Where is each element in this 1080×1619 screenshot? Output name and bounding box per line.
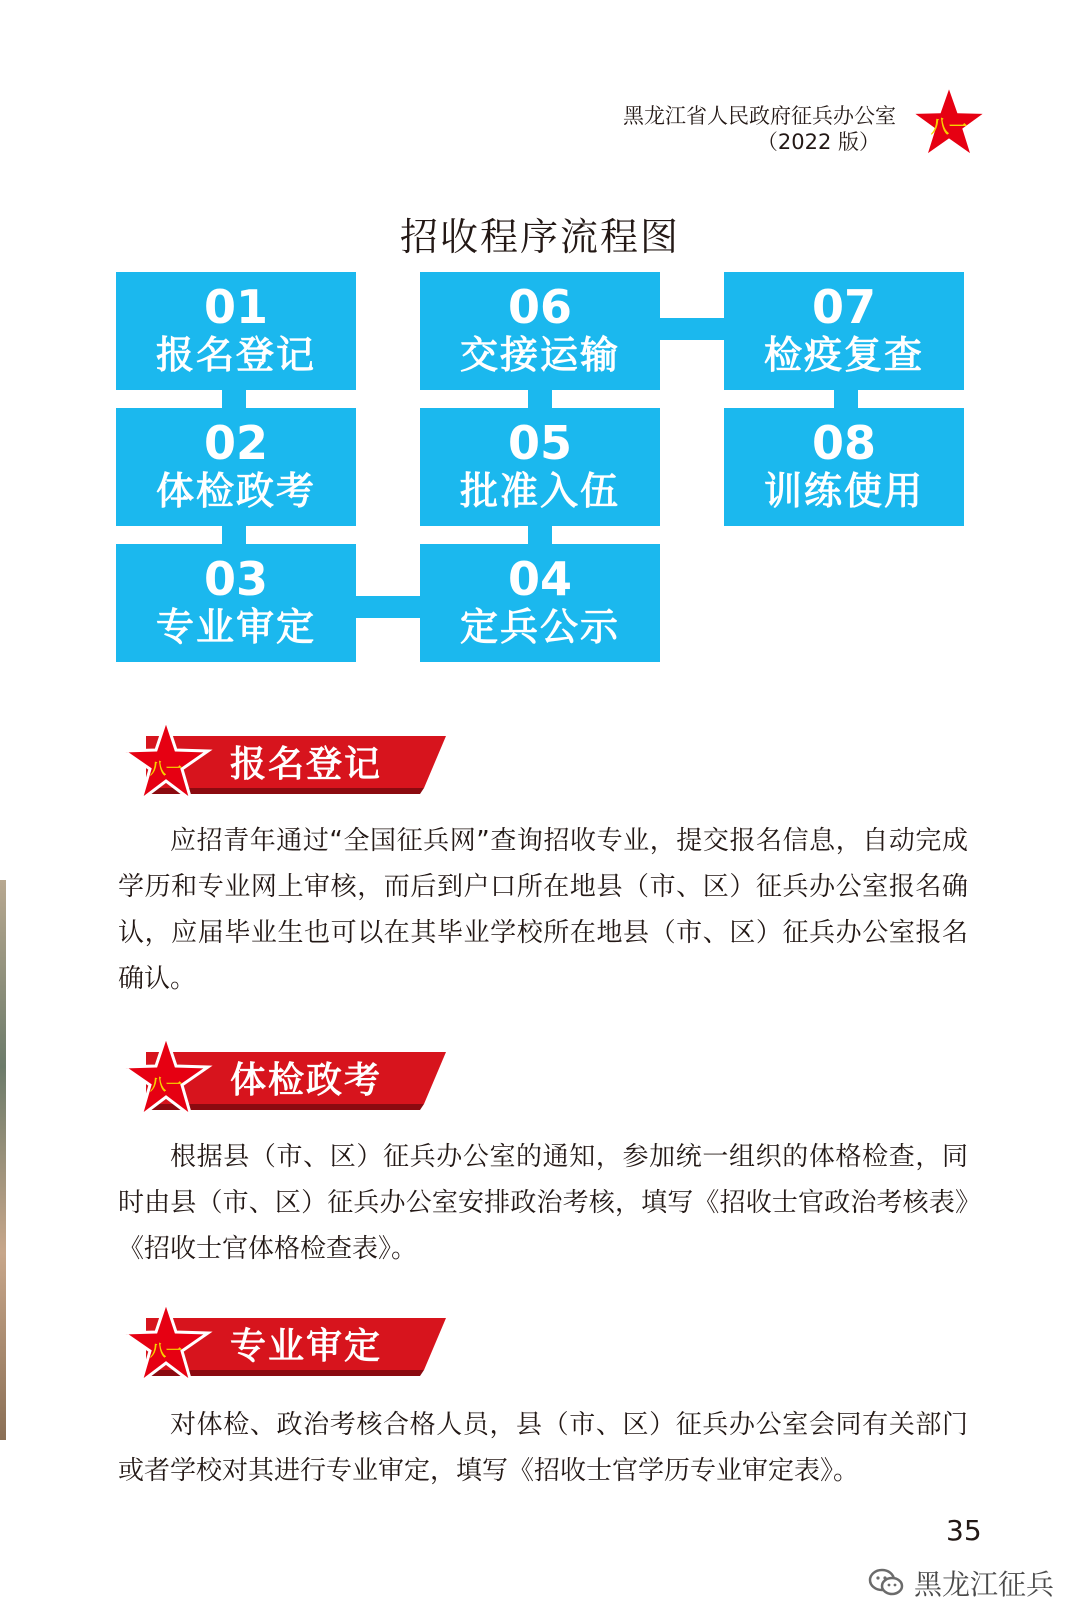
connector-04-05: [528, 524, 552, 544]
flow-step-label: 定兵公示: [459, 605, 620, 649]
watermark-text: 黑龙江征兵: [914, 1568, 1055, 1601]
svg-text:八一: 八一: [149, 759, 183, 778]
flow-step-label: 检疫复查: [763, 333, 924, 377]
header-org: 黑龙江省人民政府征兵办公室: [623, 104, 896, 128]
page-title: 招收程序流程图: [399, 215, 680, 259]
flow-step-04: [420, 544, 660, 662]
page-number: 35: [946, 1514, 982, 1547]
flow-step-label: 批准入伍: [459, 469, 620, 513]
section-banner: [116, 1034, 446, 1124]
flow-step-num: 02: [203, 416, 268, 470]
flow-step-06: [420, 272, 660, 390]
section-paragraph: 对体检、政治考核合格人员，县（市、区）征兵办公室会同有关部门或者学校对其进行专业审定，填写《招收士官学历专业审定表》。: [118, 1410, 968, 1486]
svg-text:八一: 八一: [149, 1075, 183, 1094]
section-heading: 体检政考: [230, 1059, 383, 1101]
flow-step-02: [116, 408, 356, 526]
section-heading: 专业审定: [230, 1325, 383, 1367]
flow-step-num: 08: [811, 416, 876, 470]
flow-step-07: [724, 272, 964, 390]
flow-step-num: 07: [811, 280, 876, 334]
connector-07-08: [834, 388, 858, 408]
section-paragraph: 根据县（市、区）征兵办公室的通知，参加统一组织的体格检查，同时由县（市、区）征兵办公室安排政治考核，填写《招收士官政治考核表》《招收士官体格检查表》。: [118, 1142, 968, 1264]
flow-step-08: [724, 408, 964, 526]
connector-03-04: [356, 596, 420, 618]
flow-step-num: 04: [507, 552, 572, 606]
flow-step-num: 01: [203, 280, 268, 334]
flow-step-03: [116, 544, 356, 662]
flow-step-05: [420, 408, 660, 526]
flow-step-01: [116, 272, 356, 390]
connector-01-02: [222, 388, 246, 408]
connector-06-07: [660, 318, 724, 340]
flow-step-label: 交接运输: [459, 333, 620, 377]
section-heading: 报名登记: [230, 743, 383, 785]
red-star-emblem-icon: [914, 88, 984, 158]
flow-step-num: 05: [507, 416, 572, 470]
flow-step-label: 体检政考: [155, 469, 316, 513]
wechat-icon: [868, 1568, 904, 1598]
section-paragraph: 应招青年通过“全国征兵网”查询招收专业，提交报名信息，自动完成学历和专业网上审核，而后到户口所在地县（市、区）征兵办公室报名确认，应届毕业生也可以在其毕业学校所在地县（市、区）征兵办公室报名确认。: [118, 826, 968, 994]
flow-step-label: 专业审定: [155, 605, 316, 649]
svg-text:八一: 八一: [149, 1341, 183, 1360]
section-banner: [116, 1300, 446, 1390]
section-banner: [116, 718, 446, 808]
flow-step-label: 报名登记: [155, 333, 316, 377]
watermark: [868, 1566, 1054, 1600]
flow-step-label: 训练使用: [763, 469, 924, 513]
flow-step-num: 06: [507, 280, 572, 334]
connector-05-06: [528, 388, 552, 408]
flow-step-num: 03: [203, 552, 268, 606]
connector-02-03: [222, 524, 246, 544]
svg-text:八一: 八一: [930, 116, 968, 138]
header-edition: （2022 版）: [756, 130, 880, 154]
page-edge-decoration: [0, 880, 6, 1440]
